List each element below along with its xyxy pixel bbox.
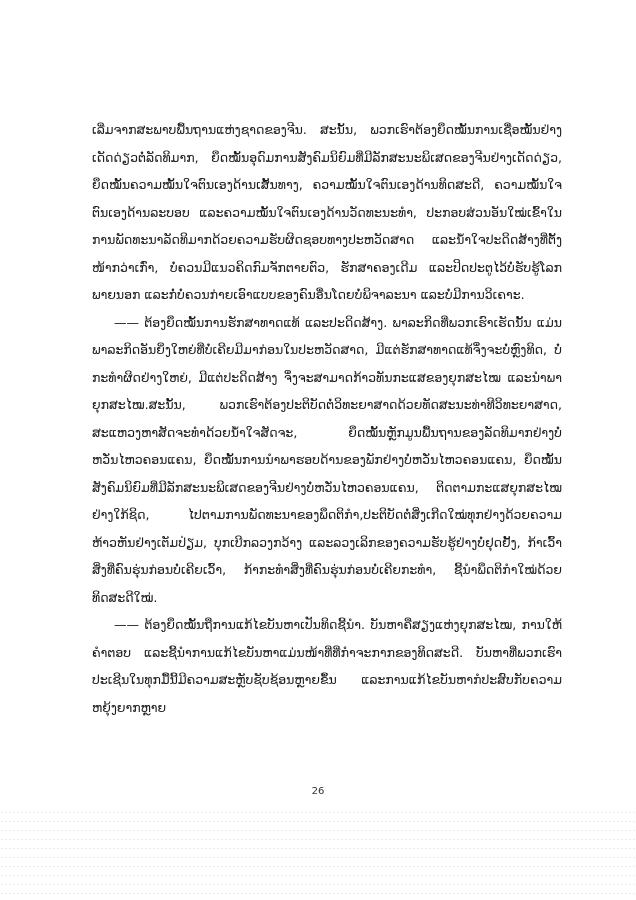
paragraph-2: —— ຕ້ອງຍຶດໝັ້ນການຮັກສາທາດແທ້ ແລະປະດິດສ້າງ. ພາລະກິດທີ່ພວກເຮົາເຮັດນັ້ນ ແມ່ນພາລະກິດອັນຍິ່ງໃຫຍ່ທີ່ບໍ່ເຄີຍມີມາກ່ອນໃນປະຫວັດສາດ, ມີແຕ່ຮັກສາທາດແທ້ຈຶ່ງຈະບໍ່ຫຼົງທິດ, ບໍ່ກະທຳຜິດຢ່າງໃຫຍ່, ມີແຕ່ປະດິດສ້າງ ຈຶ່ງຈະສາມາດກ້າວທັນກະແສຂອງຍຸກສະໄໝ ແລະນຳພາຍຸກສະໄໝ.ສະນັ້ນ, ພວກເຮົາຕ້ອງປະຕິບັດຕໍ່ວິທະຍາສາດດ້ວຍທັດສະນະທ່າທີວິທະຍາສາດ, ສະແຫວງຫາສັດຈະທຳດ້ວຍນ້ຳໃຈສັດຈະ, ຍຶດໝັ້ນຫຼັກມູນພື້ນຖານຂອງລັດທິມາກຢ່າງບໍ່ຫວັ່ນໄຫວຄອນແຄນ, ຍຶດໝັ້ນການນຳພາຮອບດ້ານຂອງພັກຢ່າງບໍ່ຫວັ່ນໄຫວຄອນແຄນ, ຍຶດໝັ້ນສັງຄົມນິຍົມທີ່ມີລັກສະນະພິເສດຂອງຈີນຢ່າງບໍ່ຫວັ່ນໄຫວຄອນແຄນ, ຕິດຕາມກະແສຍຸກສະໄໝຢ່າງໃກ້ຊິດ, ໄປຕາມການພັດທະນາຂອງພຶດຕິກຳ,ປະຕິບັດຕໍ່ສິ່ງເກີດໃໝ່ທຸກຢ່າງດ້ວຍຄວາມຫ້າວຫັນຢ່າງເຕັມປ່ຽມ, ບຸກເບີກລວງກວ້າງ ແລະລວງເລິກຂອງຄວາມຮັບຮູ້ຢ່າງບໍ່ຢຸດຢັ້ງ, ກ້າເວົ້າສິ່ງທີ່ຄົນຮຸ່ນກ່ອນບໍ່ເຄີຍເວົ້າ, ກ້າກະທຳສິ່ງທີ່ຄົນຮຸ່ນກ່ອນບໍ່ເຄີຍກະທຳ, ຊີ້ນຳພຶດຕິກຳໃໝ່ດ້ວຍທິດສະດີໃໝ່. [92,314,562,605]
body-text [92,116,562,721]
paragraph-1: ເລີ່ມຈາກສະພາບພື້ນຖານແຫ່ງຊາດຂອງຈີນ. ສະນັ້ນ, ພວກເຮົາຕ້ອງຍຶດໝັ້ນການເຊື່ອໝັ້ນຢ່າງເດັດດ່ຽວຕໍ່ລັດທິມາກ, ຍຶດໝັ້ນອຸດົມການສັງຄົມນິຍົມທີ່ມີລັກສະນະພິເສດຂອງຈີນຢ່າງເດັດດ່ຽວ, ຍຶດໝັ້ນຄວາມໝັ້ນໃຈຕົນເອງດ້ານເສັ້ນທາງ, ຄວາມໝັ້ນໃຈຕົນເອງດ້ານທິດສະດີ, ຄວາມໝັ້ນໃຈຕົນເອງດ້ານລະບອບ ແລະຄວາມໝັ້ນໃຈຕົນເອງດ້ານວັດທະນະທຳ, ປະກອບສ່ວນອັນໃໝ່ເຂົ້າໃນການພັດທະນາລັດທິມາກດ້ວຍຄວາມຮັບຜິດຊອບທາງປະຫວັດສາດ ແລະນ້ຳໃຈປະດິດສ້າງທີ່ຕັ້ງໜ້າກວ່າເກົ່າ, ບໍ່ຄວນມີແນວຄິດກົມຈັກຕາຍຕົວ, ຮັກສາຄອງເດີມ ແລະປິດປະຕູໄວ້ບໍ່ຮັບຮູ້ໂລກພາຍນອກ ແລະກໍ່ບໍ່ຄວນກ່າຍເອົາແບບຂອງຄົນອື່ນໂດຍບໍ່ພິຈາລະນາ ແລະບໍ່ມີການວິເຄາະ. [92,122,562,302]
dotted-background [0,808,636,900]
page-number: 26 [311,786,325,797]
paragraph-3: —— ຕ້ອງຍຶດໝັ້ນຖືການແກ້ໄຂບັນຫາເປັນທິດຊີ້ນຳ. ບັນຫາຄືສຽງແຫ່ງຍຸກສະໄໝ, ການໃຫ້ຄຳຕອບ ແລະຊີ້ນຳການແກ້ໄຂບັນຫາແມ່ນໜ້າທີ່ທີ່ກຳຈະກາກຂອງທິດສະດີ. ບັນຫາທີ່ພວກເຮົາປະເຊີນໃນທຸກມື້ນີ້ມີຄວາມສະຫຼັບຊັບຊ້ອນຫຼາຍຂຶ້ນ ແລະການແກ້ໄຂບັນຫາກໍປະສົບກັບຄວາມຫຍຸ້ງຍາກຫຼາຍ [92,617,562,715]
